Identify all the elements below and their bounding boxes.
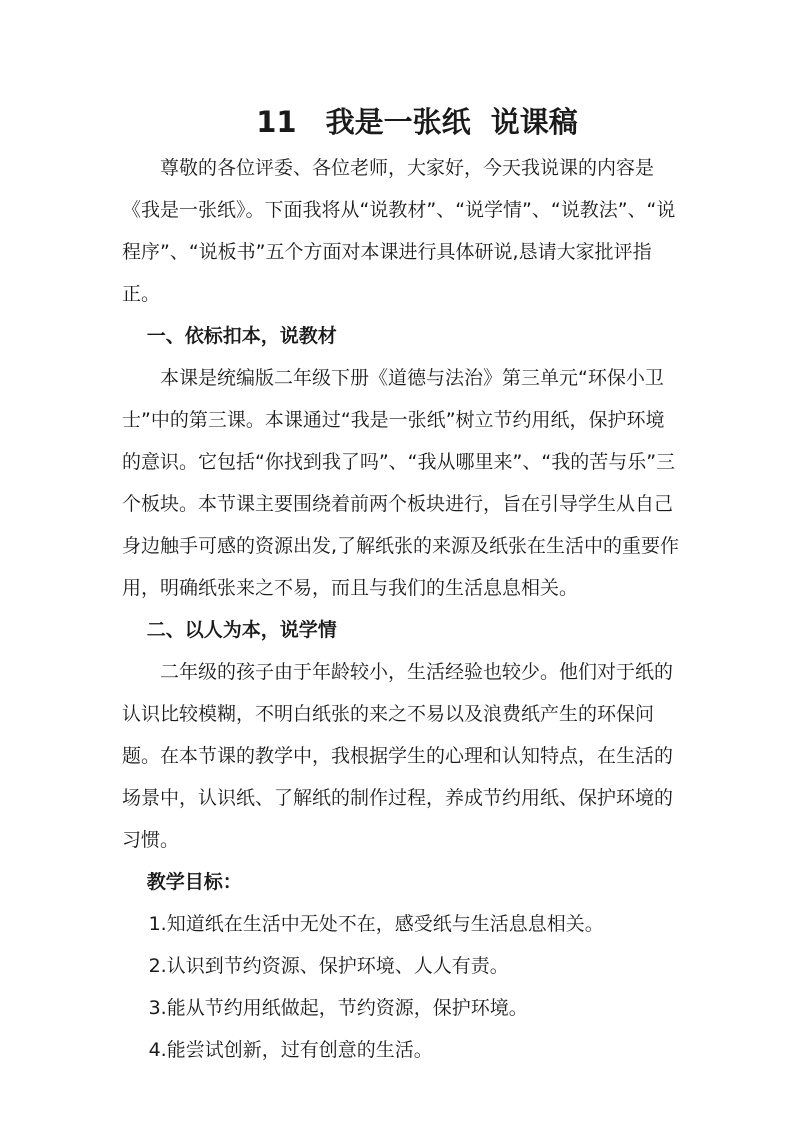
goal-item: 2.认识到节约资源、保护环境、人人有责。	[148, 955, 509, 977]
section-body-students: 二年级的孩子由于年龄较小，生活经验也较少。他们对于纸的认识比较模糊，不明白纸张的来之不易以及浪费纸产生的环保问题。在本节课的教学中，我根据学生的心理和认知特点，在生活的场景中，认识纸、了解纸的制作过程，养成节约用纸、保护环境的习惯。	[122, 661, 674, 851]
document-title: 11 我是一张纸 说课稿	[256, 105, 578, 139]
goal-item: 1.知道纸在生活中无处不在，感受纸与生活息息相关。	[148, 913, 604, 935]
goal-item: 4.能尝试创新，过有创意的生活。	[148, 1039, 433, 1061]
section-heading-students: 二、以人为本，说学情	[146, 619, 337, 641]
section-heading-textbook: 一、依标扣本，说教材	[146, 325, 337, 347]
goal-item: 3.能从节约用纸做起，节约资源，保护环境。	[148, 997, 528, 1019]
intro-paragraph: 尊敬的各位评委、各位老师，大家好，今天我说课的内容是《我是一张纸》。下面我将从“说教材”、“说学情”、“说教法”、“说程序”、“说板书”五个方面对本课进行具体研说,恳请大家批评指正。	[122, 157, 676, 305]
document-body	[122, 147, 682, 1071]
goals-heading: 教学目标：	[146, 871, 242, 893]
section-body-textbook: 本课是统编版二年级下册《道德与法治》第三单元“环保小卫士”中的第三课。本课通过“我是一张纸”树立节约用纸，保护环境的意识。它包括“你找到我了吗”、“我从哪里来”、“我的苦与乐”三个板块。本节课主要围绕着前两个板块进行，旨在引导学生从自己身边触手可感的资源出发,了解纸张的来源及纸张在生活中的重要作用，明确纸张来之不易，而且与我们的生活息息相关。	[122, 367, 680, 599]
